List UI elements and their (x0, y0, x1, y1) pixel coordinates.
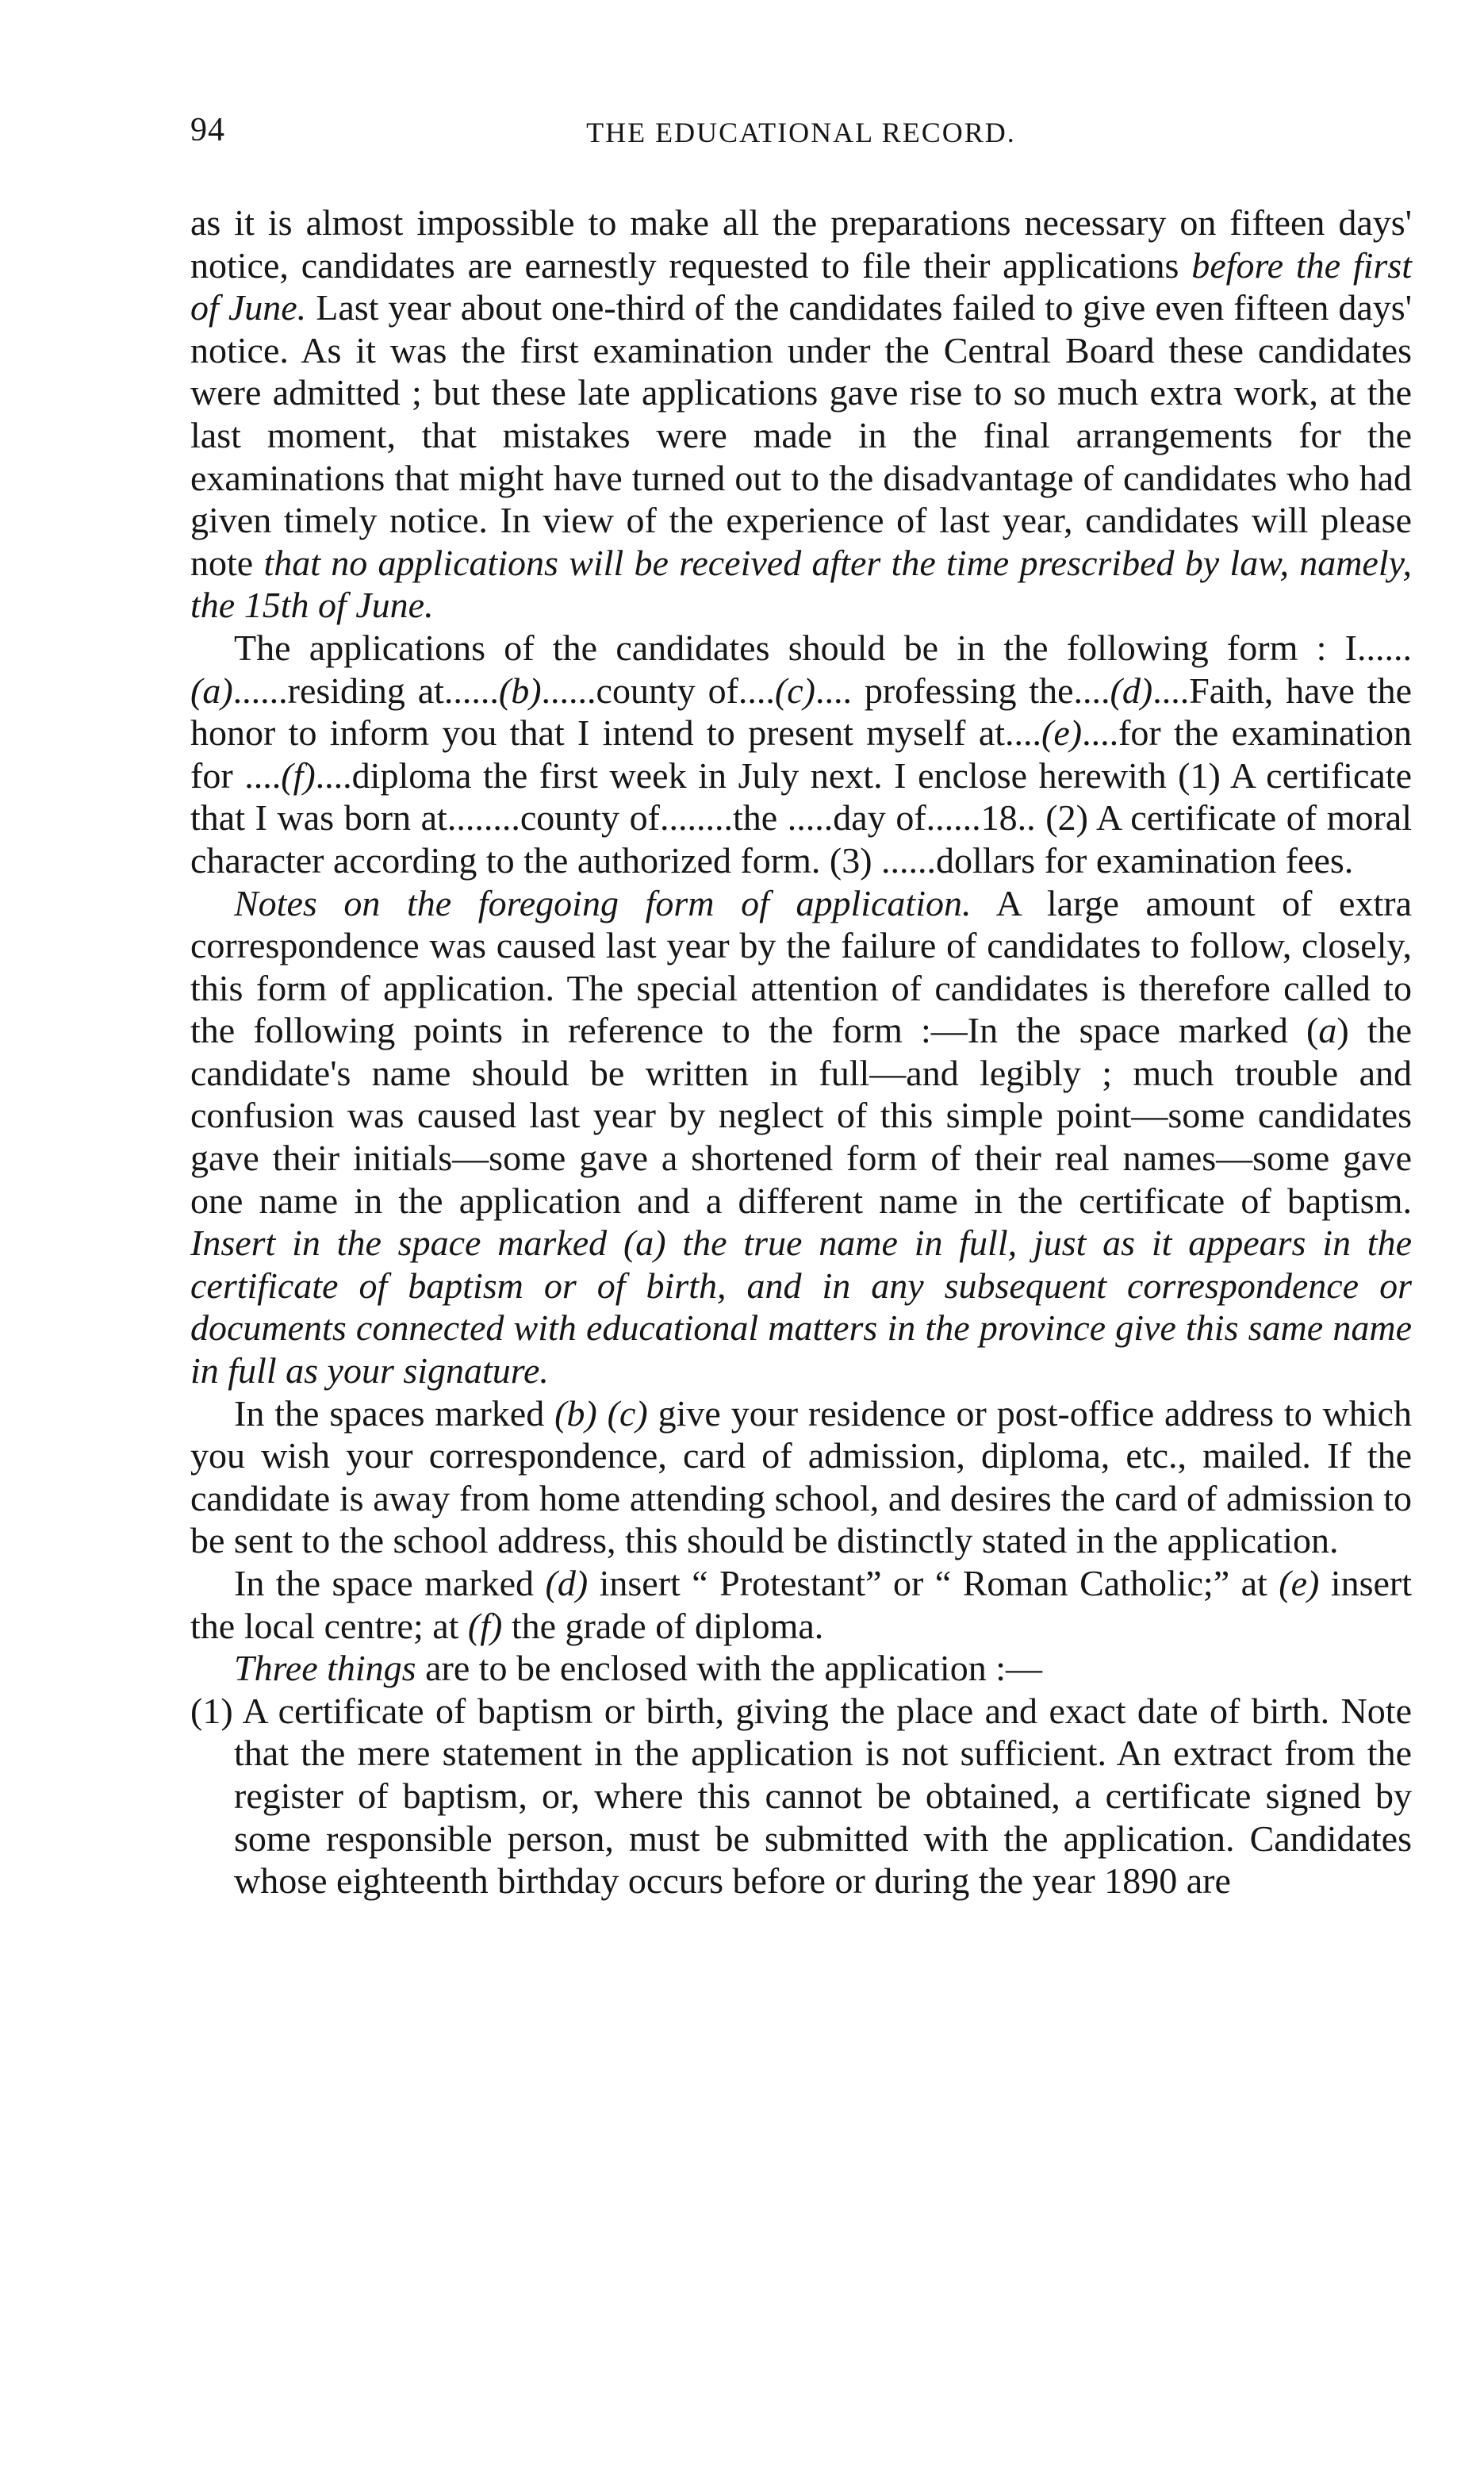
italic-run: (b) (c) (554, 1392, 648, 1434)
text-run: In the space marked (234, 1563, 546, 1603)
text-run: ......residing at...... (232, 670, 499, 711)
text-run: give your residence or post-office address to which you wish your correspondence, card of admission, diploma, etc., mailed. If the candidate is away from home attending school, and desires the card of admission to be sent to the school address, this should be distinctly stated in the application. (190, 1392, 1412, 1561)
paragraph-application-form (190, 627, 1412, 882)
page-number: 94 (190, 112, 225, 148)
italic-run: (a) (190, 670, 233, 711)
text-run: Last year about one-third of the candidates failed to give even fifteen days' notice. As it was the first examination under the Central Board these candidates were admitted ; but these late applications gave rise to so much extra work, at the last moment, that mistakes were made in the final arrangements for the examinations that might have turned out to the disadvantage of candidates who had given timely notice. In view of the experience of last year, candidates will please note (190, 287, 1412, 583)
text-run: are to be enclosed with the application :— (416, 1648, 1042, 1689)
paragraph-spaces-b-c (190, 1392, 1412, 1562)
running-head: THE EDUCATIONAL RECORD. (586, 117, 1016, 148)
text-run: ....for the examination for .... (190, 712, 1412, 796)
text-run: the grade of diploma. (502, 1605, 824, 1646)
italic-run: (e) (1279, 1563, 1320, 1603)
text-run: A large amount of extra correspondence was caused last year by the failure of candidates to follow, closely, this form of application. The special attention of candidates is therefore called to the following points in reference to the form :—In the space marked ( (190, 882, 1412, 1051)
page-header (190, 111, 1412, 160)
list-item-certificate-of-baptism: (1) A certificate of baptism or birth, giving the place and exact date of birth. Note that the mere statement in the application is not sufficient. An extract from the register of baptism, or, where this cannot be obtained, a certificate signed by some responsible person, must be submitted with the application. Candidates whose eighteenth birthday occurs before or during the year 1890 are (190, 1690, 1412, 1902)
paragraph-notes-on-form (190, 882, 1412, 1392)
italic-run: (d) (545, 1563, 589, 1603)
paragraph-deadline (190, 202, 1412, 627)
italic-run: (f) (281, 754, 316, 796)
text-run: In the spaces marked (234, 1392, 555, 1434)
text-run: insert “ Protestant” or “ Roman Catholic;” at (588, 1563, 1279, 1603)
document-page (190, 111, 1412, 1902)
text-run: ....diploma the first week in July next. I enclose herewith (1) A certificate that I was born at........county of........the .....day of......18.. (2) A certificate of moral character according to the authorized form. (3) ......dollars for examination fees. (190, 754, 1412, 881)
italic-run: before the first of June. (190, 244, 1413, 328)
text-run: ......county of.... (541, 670, 775, 711)
italic-run: (e) (1041, 712, 1083, 754)
italic-run: Notes on the foregoing form of application. (234, 882, 972, 923)
italic-run: (b) (498, 670, 542, 711)
body-text (190, 202, 1412, 1902)
italic-run: Three things (234, 1648, 416, 1689)
italic-run: that no applications will be received after the time prescribed by law, namely, the 15th of June. (190, 542, 1413, 626)
italic-run: (d) (1110, 670, 1153, 711)
text-run: The applications of the candidates should be in the following form : I...... (234, 627, 1412, 668)
text-run: insert the local centre; at (190, 1563, 1412, 1646)
paragraph-space-d (190, 1562, 1412, 1647)
italic-run: Insert in the space marked (a) the true name in full, just as it appears in the certificate of baptism or of birth, and in any subsequent correspondence or documents connected with educational matters in the province give this same name in full as your signature. (190, 1223, 1412, 1392)
italic-run: a (1318, 1010, 1337, 1051)
text-run: ....Faith, have the honor to inform you that I intend to present myself at.... (190, 670, 1412, 754)
text-run: ) the candidate's name should be written in full—and legibly ; much trouble and confusion was caused last year by neglect of this simple point—some candidates gave their initials—some gave a shortened form of their real names—some gave one name in the application and a different name in the certificate of baptism. (190, 1010, 1412, 1221)
italic-run: (c) (774, 670, 815, 711)
italic-run: (f) (467, 1605, 503, 1646)
text-run: .... professing the.... (815, 670, 1110, 711)
text-run: as it is almost impossible to make all the preparations necessary on fifteen days' notice, candidates are earnestly requested to file their applications (190, 202, 1412, 286)
paragraph-three-things (190, 1647, 1412, 1690)
